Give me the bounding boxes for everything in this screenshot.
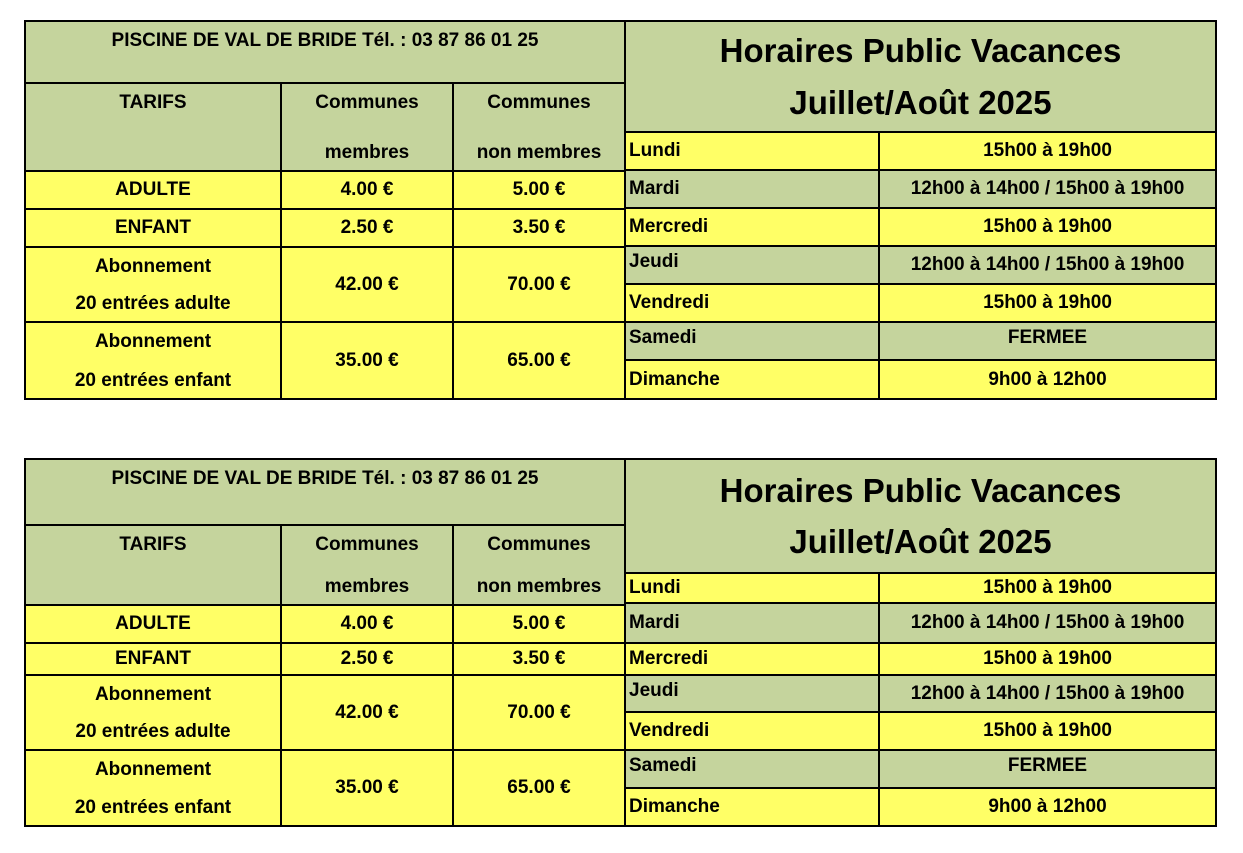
horaires-title-line1: Horaires Public Vacances <box>719 471 1122 509</box>
hours-dimanche: 9h00 à 12h00 <box>878 359 1217 400</box>
horaires-title <box>624 458 1217 574</box>
tarif-membres-enfant: 2.50 € <box>280 208 454 248</box>
day-dimanche: Dimanche <box>624 359 880 400</box>
hours-samedi: FERMEE <box>878 321 1217 361</box>
day-samedi: Samedi <box>624 321 880 361</box>
day-vendredi: Vendredi <box>624 711 880 751</box>
hours-dimanche: 9h00 à 12h00 <box>878 787 1217 827</box>
col-header-membres-line1: Communes <box>315 534 419 555</box>
tarif-non-membres-abonnement-adulte: 70.00 € <box>452 674 626 751</box>
horaires-title-line2: Juillet/Août 2025 <box>789 523 1052 560</box>
day-mardi: Mardi <box>624 169 880 209</box>
pool-header: PISCINE DE VAL DE BRIDE Tél. : 03 87 86 01 25 <box>24 458 626 526</box>
tarif-label-enfant: ENFANT <box>24 208 282 248</box>
tarif-label-abonnement-enfant-line1: Abonnement <box>94 759 212 780</box>
tarif-label-abonnement-adulte-line2: 20 entrées adulte <box>75 721 231 743</box>
horaires-title-line2: Juillet/Août 2025 <box>789 83 1052 121</box>
col-header-non-membres-line1: Communes <box>487 92 591 113</box>
day-mercredi: Mercredi <box>624 642 880 676</box>
tarif-membres-enfant: 2.50 € <box>280 642 454 676</box>
tarif-membres-adulte: 4.00 € <box>280 604 454 644</box>
pool-header: PISCINE DE VAL DE BRIDE Tél. : 03 87 86 01 25 <box>24 20 626 84</box>
tarif-label-adulte: ADULTE <box>24 170 282 210</box>
col-header-tarifs: TARIFS <box>24 524 282 606</box>
hours-jeudi: 12h00 à 14h00 / 15h00 à 19h00 <box>878 674 1217 713</box>
day-vendredi: Vendredi <box>624 283 880 323</box>
tarif-non-membres-adulte: 5.00 € <box>452 170 626 210</box>
col-header-non-membres-line1: Communes <box>487 534 591 555</box>
day-mardi: Mardi <box>624 602 880 644</box>
tarif-label-abonnement-adulte <box>24 246 282 323</box>
tarif-label-adulte: ADULTE <box>24 604 282 644</box>
tarif-label-abonnement-adulte-line2: 20 entrées adulte <box>75 293 231 315</box>
hours-lundi: 15h00 à 19h00 <box>878 572 1217 604</box>
day-samedi: Samedi <box>624 749 880 789</box>
hours-jeudi: 12h00 à 14h00 / 15h00 à 19h00 <box>878 245 1217 285</box>
day-lundi: Lundi <box>624 131 880 171</box>
tarif-non-membres-abonnement-enfant: 65.00 € <box>452 749 626 827</box>
col-header-membres <box>280 524 454 606</box>
horaires-title-line1: Horaires Public Vacances <box>719 32 1122 70</box>
day-jeudi: Jeudi <box>624 674 880 713</box>
col-header-membres-line2: membres <box>324 576 410 598</box>
hours-mercredi: 15h00 à 19h00 <box>878 207 1217 247</box>
tarif-non-membres-adulte: 5.00 € <box>452 604 626 644</box>
tarif-label-abonnement-adulte <box>24 674 282 751</box>
tarif-label-abonnement-enfant <box>24 749 282 827</box>
col-header-non-membres <box>452 82 626 172</box>
hours-mardi: 12h00 à 14h00 / 15h00 à 19h00 <box>878 602 1217 644</box>
hours-lundi: 15h00 à 19h00 <box>878 131 1217 171</box>
day-dimanche: Dimanche <box>624 787 880 827</box>
hours-samedi: FERMEE <box>878 749 1217 789</box>
tarif-membres-abonnement-adulte: 42.00 € <box>280 674 454 751</box>
tarif-label-abonnement-adulte-line1: Abonnement <box>94 256 212 277</box>
tarif-membres-abonnement-adulte: 42.00 € <box>280 246 454 323</box>
tarif-label-abonnement-enfant-line1: Abonnement <box>94 331 212 352</box>
col-header-tarifs: TARIFS <box>24 82 282 172</box>
tarif-membres-adulte: 4.00 € <box>280 170 454 210</box>
tarif-membres-abonnement-enfant: 35.00 € <box>280 749 454 827</box>
day-jeudi: Jeudi <box>624 245 880 285</box>
day-lundi: Lundi <box>624 572 880 604</box>
col-header-non-membres <box>452 524 626 606</box>
tarif-non-membres-abonnement-adulte: 70.00 € <box>452 246 626 323</box>
day-mercredi: Mercredi <box>624 207 880 247</box>
tarif-membres-abonnement-enfant: 35.00 € <box>280 321 454 400</box>
tarif-block-1 <box>24 20 1217 400</box>
tarif-label-abonnement-adulte-line1: Abonnement <box>94 684 212 705</box>
tarif-label-abonnement-enfant <box>24 321 282 400</box>
tarif-non-membres-enfant: 3.50 € <box>452 208 626 248</box>
col-header-non-membres-line2: non membres <box>476 576 602 598</box>
col-header-membres-line2: membres <box>324 142 410 164</box>
tarif-label-enfant: ENFANT <box>24 642 282 676</box>
tarif-label-abonnement-enfant-line2: 20 entrées enfant <box>74 370 232 392</box>
col-header-membres <box>280 82 454 172</box>
hours-mercredi: 15h00 à 19h00 <box>878 642 1217 676</box>
col-header-membres-line1: Communes <box>315 92 419 113</box>
hours-mardi: 12h00 à 14h00 / 15h00 à 19h00 <box>878 169 1217 209</box>
tarif-non-membres-enfant: 3.50 € <box>452 642 626 676</box>
tarif-label-abonnement-enfant-line2: 20 entrées enfant <box>74 797 232 819</box>
col-header-non-membres-line2: non membres <box>476 142 602 164</box>
tarif-non-membres-abonnement-enfant: 65.00 € <box>452 321 626 400</box>
hours-vendredi: 15h00 à 19h00 <box>878 711 1217 751</box>
tarif-block-2 <box>24 458 1217 827</box>
hours-vendredi: 15h00 à 19h00 <box>878 283 1217 323</box>
horaires-title <box>624 20 1217 133</box>
